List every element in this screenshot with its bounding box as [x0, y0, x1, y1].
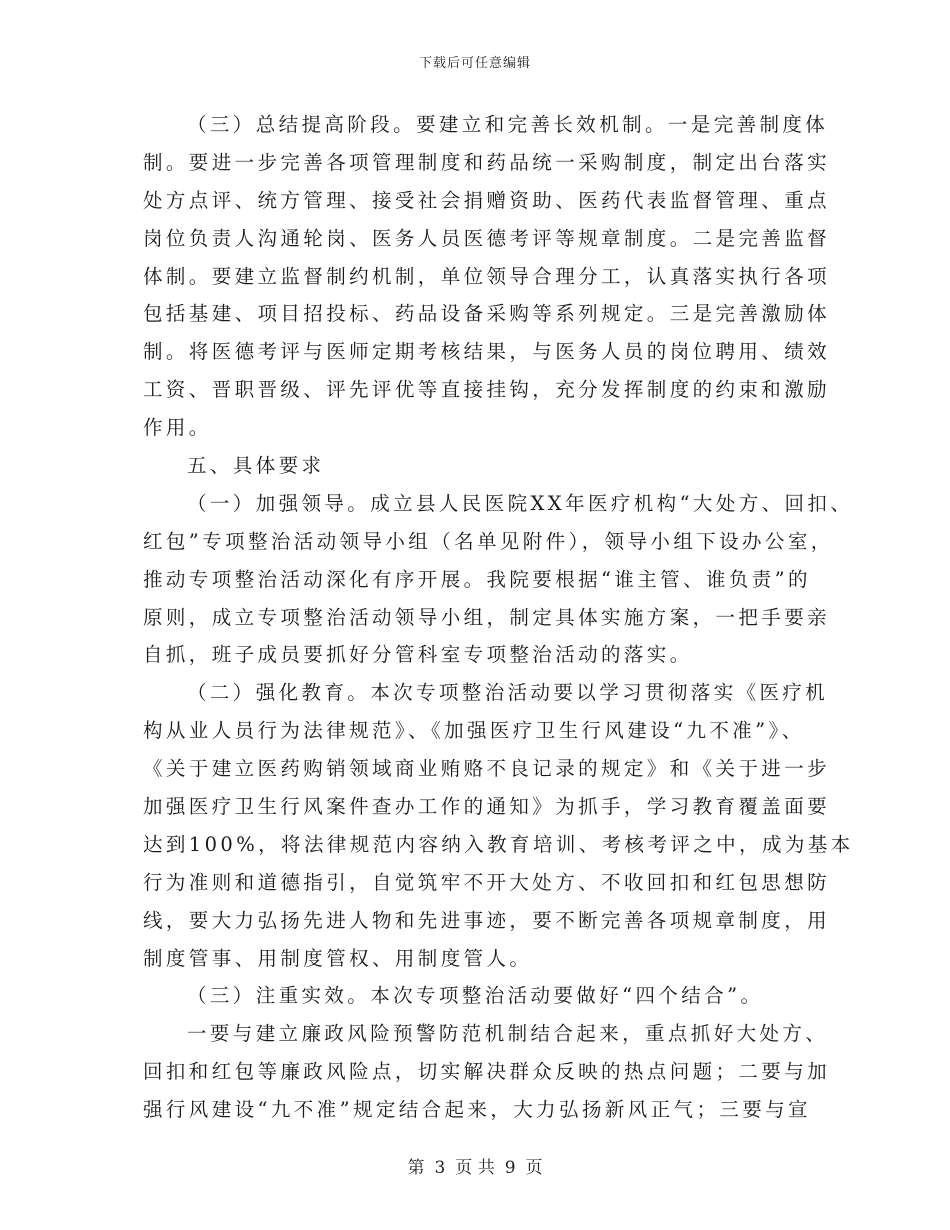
text-line: 强行风建设“九不准”规定结合起来，大力弘扬新风正气；三要与宣 [143, 1098, 811, 1122]
current-page-number: 3 [434, 1158, 446, 1178]
text-line: 制。将医德考评与医师定期考核结果，与医务人员的岗位聘用、绩效 [143, 340, 831, 364]
text-line: 制。要进一步完善各项管理制度和药品统一采购制度，制定出台落实 [143, 150, 831, 174]
text-line: 《关于建立医药购销领域商业贿赂不良记录的规定》和《关于进一步 [143, 757, 831, 781]
text-line: 自抓，班子成员要抓好分管科室专项整治活动的落实。 [143, 643, 693, 667]
text-line: 回扣和红包等廉政风险点，切实解决群众反映的热点问题；二要与加 [143, 1060, 831, 1084]
text-line: 达到100%，将法律规范内容纳入教育培训、考核考评之中，成为基本 [143, 832, 854, 856]
document-body [143, 106, 854, 1129]
text-line: 制度管事、用制度管权、用制度管人。 [143, 946, 533, 970]
text-line: 原则，成立专项整治活动领导小组，制定具体实施方案，一把手要亲 [143, 605, 831, 629]
footer-middle: 页 共 [455, 1158, 495, 1178]
text-line: 处方点评、统方管理、接受社会捐赠资助、医药代表监督管理、重点 [143, 188, 831, 212]
text-line: 线，要大力弘扬先进人物和先进事迹，要不断完善各项规章制度，用 [143, 908, 831, 932]
text-line: 行为准则和道德指引，自觉筑牢不开大处方、不收回扣和红包思想防 [143, 870, 831, 894]
text-line: （二）强化教育。本次专项整治活动要以学习贯彻落实《医疗机 [187, 681, 829, 705]
text-line: 岗位负责人沟通轮岗、医务人员医德考评等规章制度。二是完善监督 [143, 226, 831, 250]
footer-prefix: 第 [407, 1158, 425, 1178]
text-line: 工资、晋职晋级、评先评优等直接挂钩，充分发挥制度的约束和激励 [143, 378, 831, 402]
text-line: 作用。 [143, 416, 212, 440]
text-line: 加强医疗卫生行风案件查办工作的通知》为抓手，学习教育覆盖面要 [143, 795, 831, 819]
text-line: （一）加强领导。成立县人民医院XX年医疗机构“大处方、回扣、 [187, 491, 854, 515]
text-line: 五、具体要求 [187, 454, 325, 478]
total-page-count: 9 [504, 1158, 516, 1178]
text-line: 红包”专项整治活动领导小组（名单见附件），领导小组下设办公室， [143, 529, 834, 553]
text-line: （三）注重实效。本次专项整治活动要做好“四个结合”。 [187, 984, 764, 1008]
text-line: 一要与建立廉政风险预警防范机制结合起来，重点抓好大处方、 [187, 1022, 829, 1046]
text-line: （三）总结提高阶段。要建立和完善长效机制。一是完善制度体 [187, 113, 829, 136]
text-line: 推动专项整治活动深化有序开展。我院要根据“谁主管、谁负责”的 [143, 567, 811, 591]
text-line: 包括基建、项目招投标、药品设备采购等系列规定。三是完善激励体 [143, 302, 831, 326]
page-footer [0, 1153, 950, 1178]
text-line: 体制。要建立监督制约机制，单位领导合理分工，认真落实执行各项 [143, 264, 831, 288]
text-line: 构从业人员行为法律规范》、《加强医疗卫生行风建设“九不准”》、 [143, 719, 805, 743]
footer-suffix: 页 [525, 1158, 543, 1178]
page-header: 下载后可任意编辑 [418, 56, 531, 71]
